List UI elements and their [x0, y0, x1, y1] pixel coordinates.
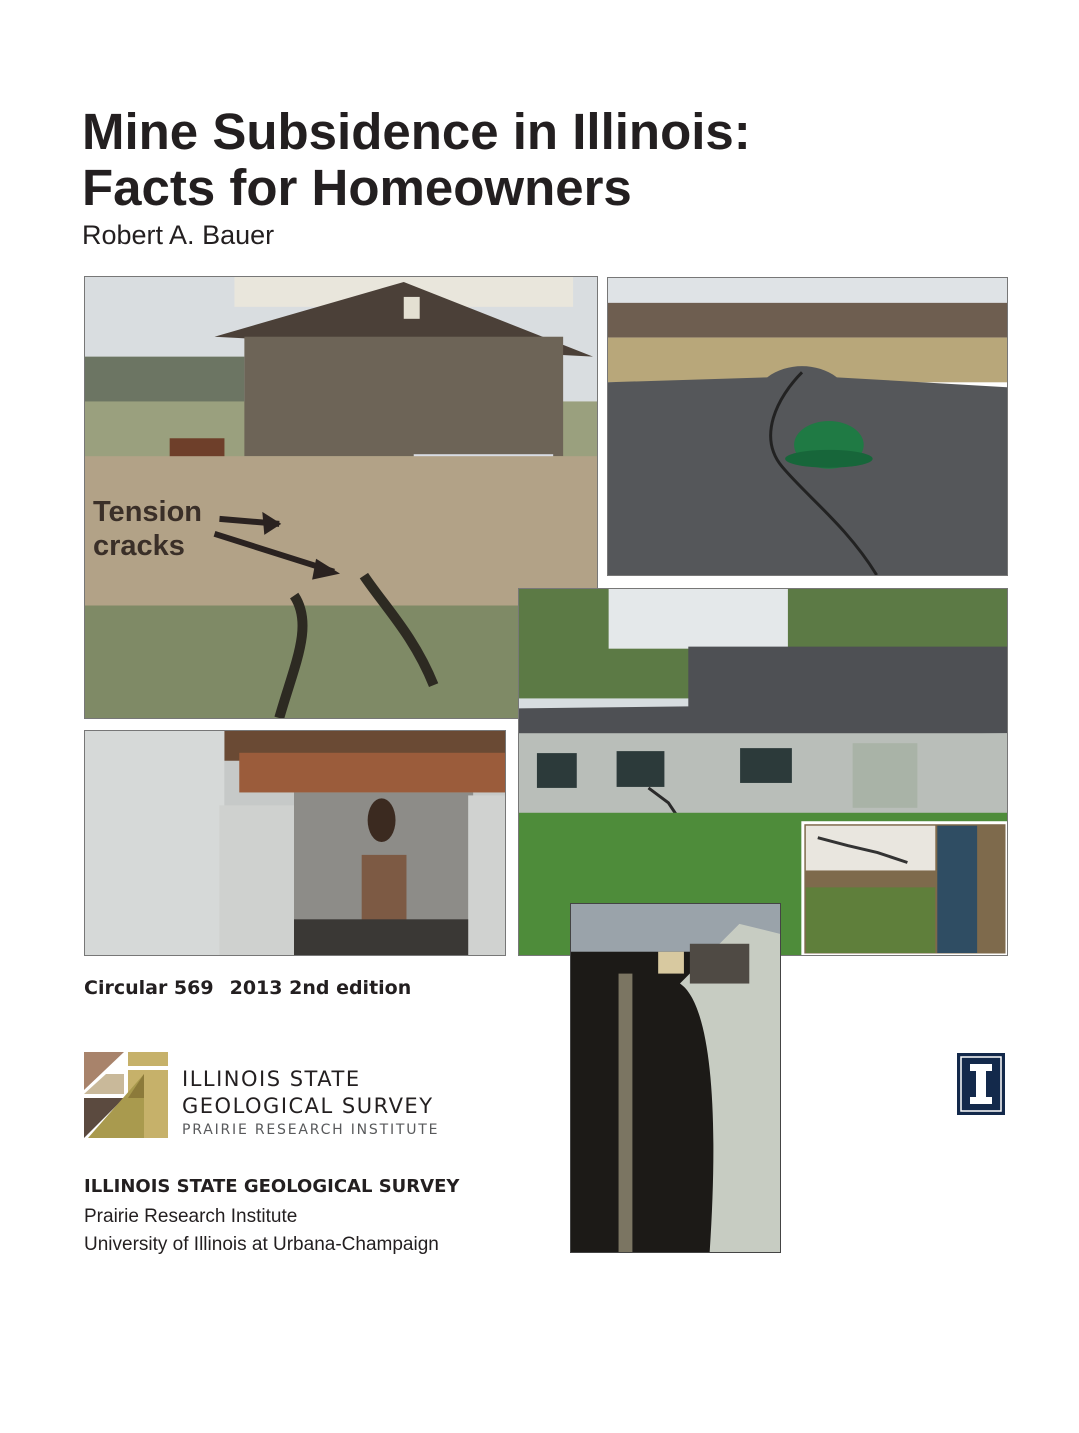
footer-university: University of Illinois at Urbana-Champaign	[84, 1234, 439, 1255]
logo-text-line-1: ILLINOIS STATE	[182, 1067, 361, 1091]
tension-label-line-2: cracks	[93, 530, 185, 562]
title-line-2: Facts for Homeowners	[82, 159, 632, 216]
footer-institute: Prairie Research Institute	[84, 1206, 298, 1227]
isgs-logo-icon	[84, 1052, 170, 1138]
edition: 2013 2nd edition	[229, 977, 412, 999]
photo-basement-beam	[84, 730, 506, 956]
cover-title	[82, 104, 751, 216]
title-line-1: Mine Subsidence in Illinois:	[82, 103, 751, 160]
publication-info	[84, 977, 411, 999]
circular-number: Circular 569	[84, 977, 214, 999]
tension-cracks-label	[93, 495, 202, 563]
photo-cracked-road	[607, 277, 1008, 576]
isgs-logo-text	[182, 1066, 439, 1140]
logo-text-line-2: GEOLOGICAL SURVEY	[182, 1094, 434, 1118]
photo-basement-wall	[570, 903, 781, 1253]
logo-text-line-3: PRAIRIE RESEARCH INSTITUTE	[182, 1122, 440, 1138]
university-of-illinois-logo-icon	[957, 1053, 1005, 1115]
author-name: Robert A. Bauer	[82, 220, 275, 250]
photo-cracked-brick-house	[518, 588, 1008, 956]
tension-label-line-1: Tension	[93, 496, 203, 528]
footer-organization: ILLINOIS STATE GEOLOGICAL SURVEY	[84, 1176, 460, 1197]
